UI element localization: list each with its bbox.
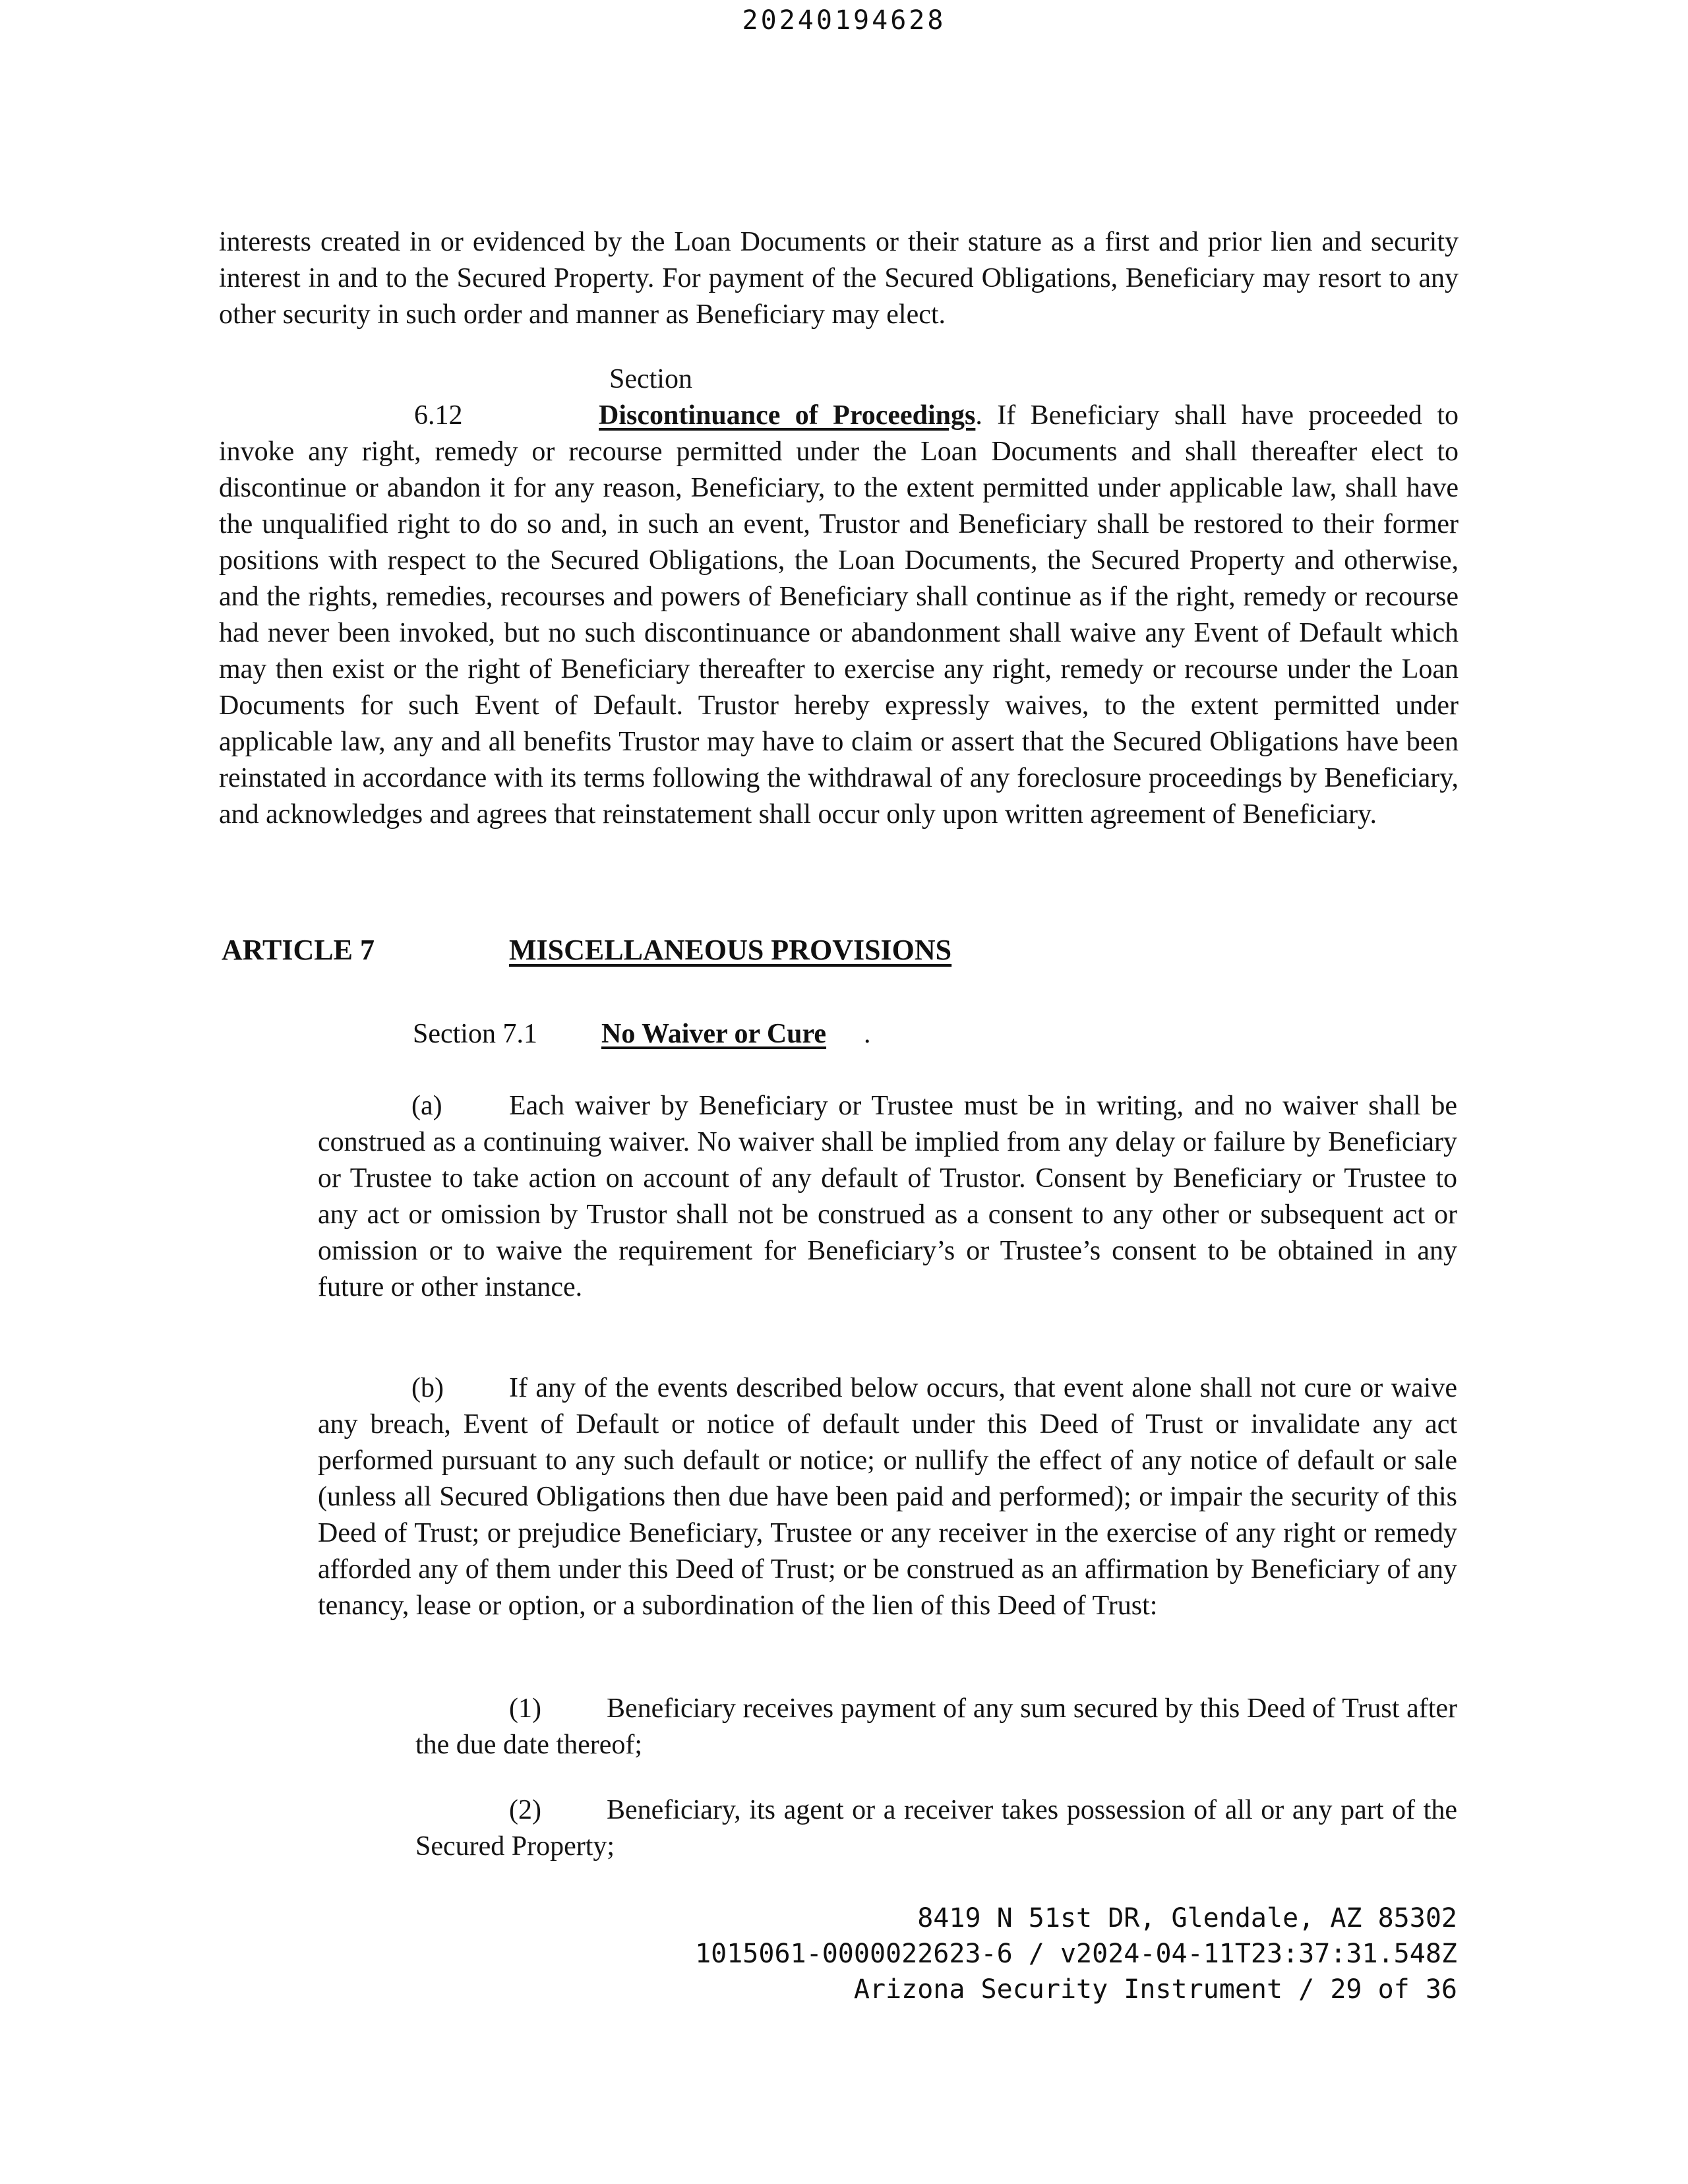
section-7-1-number: Section 7.1 — [413, 1019, 537, 1049]
section-7-1-item-1 — [415, 1691, 1457, 1763]
section-6-12 — [219, 361, 1459, 833]
section-7-1-heading — [413, 1018, 871, 1050]
section-6-12-text: . If Beneficiary shall have proceeded to invoke any right, remedy or recourse permitted under the Loan Documents and shall thereafter elect to discontinue or abandon it for any reason, Beneficiary, to the extent permitted under applicable law, shall have the unqualified right to do so and, in such an event, Trustor and Beneficiary shall be restored to their former positions with respect to the Secured Obligations, the Loan Documents, the Secured Property and otherwise, and the rights, remedies, recourses and powers of Beneficiary shall continue as if the right, remedy or recourse had never been invoked, but no such discontinuance or abandonment shall waive any Event of Default which may then exist or the right of Beneficiary thereafter to exercise any right, remedy or recourse under the Loan Documents for such Event of Default. Trustor hereby expressly waives, to the extent permitted under applicable law, any and all benefits Trustor may have to claim or assert that the Secured Obligations have been reinstated in accordance with its terms following the withdrawal of any foreclosure proceedings by Beneficiary, and acknowledges and agrees that reinstatement shall occur only upon written agreement of Beneficiary. — [219, 400, 1459, 830]
item-1-text: Beneficiary receives payment of any sum secured by this Deed of Trust after the due date thereof; — [415, 1693, 1457, 1760]
footer-instrument-page: Arizona Security Instrument / 29 of 36 — [853, 1974, 1457, 2005]
continuation-text: interests created in or evidenced by the Loan Documents or their stature as a first and prior lien and security interest in and to the Secured Property. For payment of the Secured Obligations, Beneficiary may resort to any other security in such order and manner as Beneficiary may elect. — [219, 227, 1459, 330]
section-6-12-number: Section 6.12 — [414, 364, 692, 431]
para-b-text: If any of the events described below occurs, that event alone shall not cure or waive any breach, Event of Default or notice of default under this Deed of Trust or invalidate any act performed pursuant to any such default or notice; or nullify the effect of any notice of default or sale (unless all Secured Obligations then due have been paid and performed); or impair the security of this Deed of Trust; or prejudice Beneficiary, Trustee or any receiver in the exercise of any right or remedy afforded any of them under this Deed of Trust; or be construed as an affirmation by Beneficiary of any tenancy, lease or option, or a subordination of the lien of this Deed of Trust: — [318, 1373, 1457, 1621]
section-6-12-paragraph — [219, 361, 1459, 833]
section-7-1-item-2 — [415, 1792, 1457, 1865]
para-a-text: Each waiver by Beneficiary or Trustee must be in writing, and no waiver shall be construed as a continuing waiver. No waiver shall be implied from any delay or failure by Beneficiary or Trustee to take action on account of any default of Trustor. Consent by Beneficiary or Trustee to any act or omission by Trustor shall not be construed as a consent to any other or subsequent act or omission or to waive the requirement for Beneficiary’s or Trustee’s consent to be obtained in any future or other instance. — [318, 1091, 1457, 1302]
footer-document-id: 1015061-0000022623-6 / v2024-04-11T23:37:31.548Z — [695, 1939, 1457, 1969]
item-2-marker: (2) — [509, 1795, 541, 1825]
recording-number: 20240194628 — [742, 5, 946, 36]
article-7-title: MISCELLANEOUS PROVISIONS — [509, 934, 952, 966]
para-a-marker: (a) — [411, 1091, 442, 1121]
document-footer — [695, 1900, 1457, 2007]
section-7-1-title: No Waiver or Cure — [601, 1019, 827, 1049]
para-b-marker: (b) — [411, 1373, 444, 1403]
footer-address: 8419 N 51st DR, Glendale, AZ 85302 — [917, 1903, 1457, 1933]
section-7-1-title-suffix: . — [864, 1019, 871, 1049]
section-7-1-para-b — [318, 1370, 1457, 1624]
section-7-1-title-wrap — [601, 1018, 826, 1050]
item-2-text: Beneficiary, its agent or a receiver takes possession of all or any part of the Secured Property; — [415, 1795, 1457, 1862]
section-6-12-title: Discontinuance of Proceedings — [599, 400, 976, 431]
item-1-marker: (1) — [509, 1693, 541, 1724]
continuation-paragraph — [219, 224, 1459, 333]
section-7-1-para-a — [318, 1088, 1457, 1306]
article-7-heading — [222, 933, 952, 967]
article-7-label: ARTICLE 7 — [222, 934, 375, 966]
